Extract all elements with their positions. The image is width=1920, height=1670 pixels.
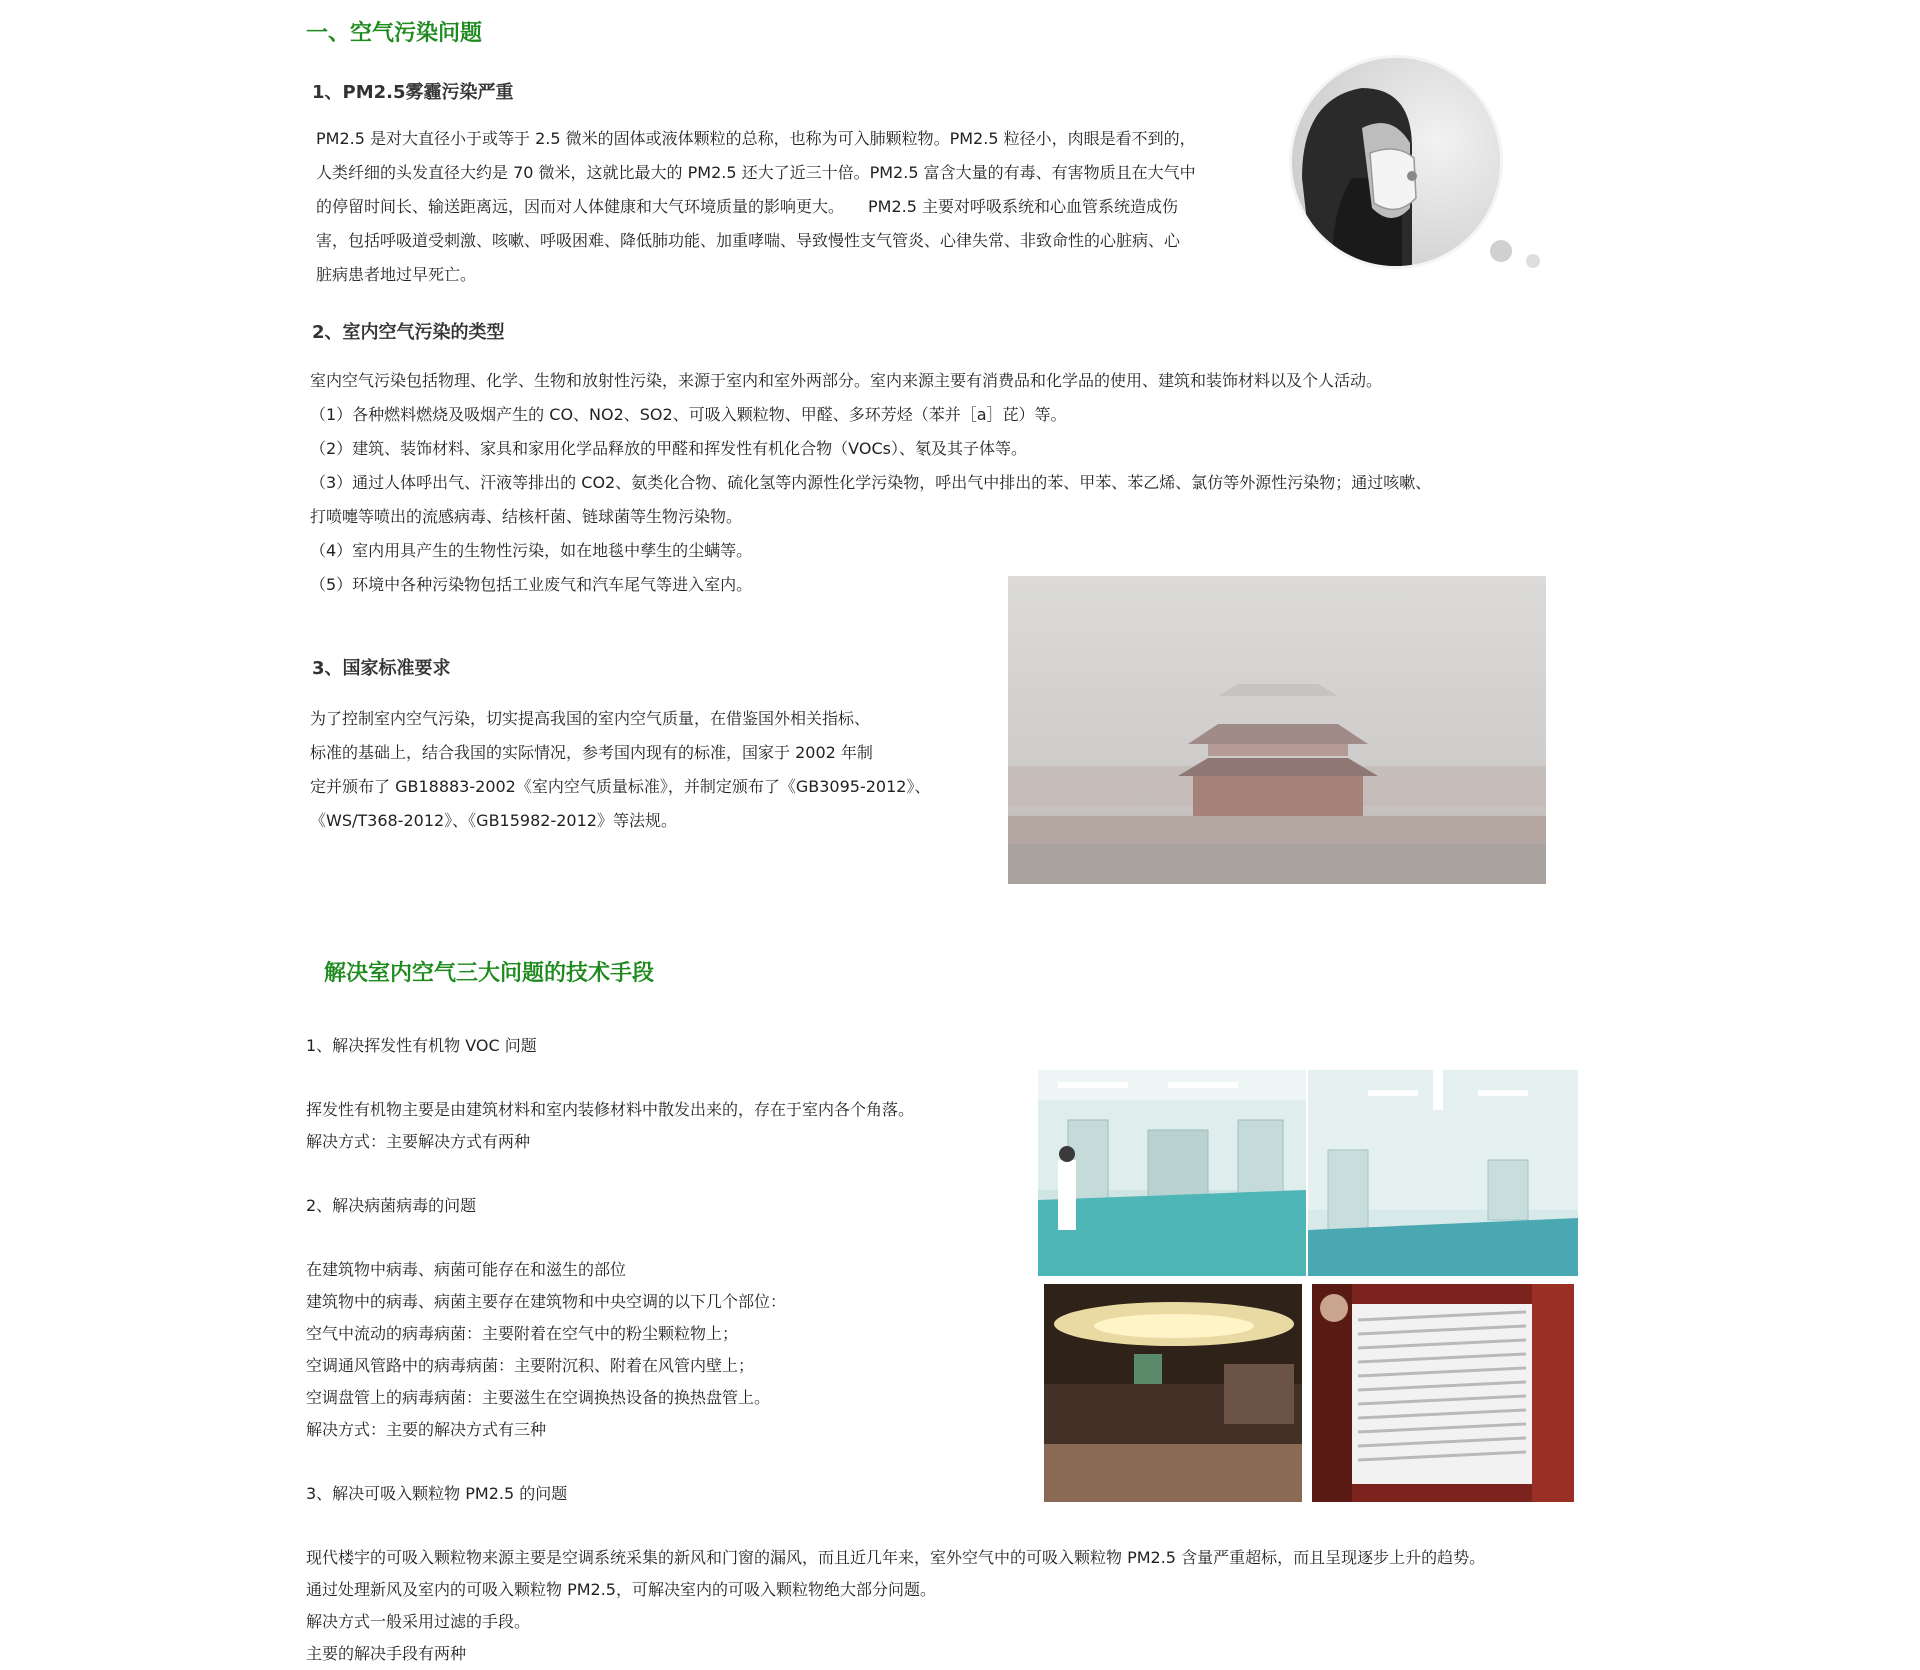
section2-line: 2、解决病菌病毒的问题: [306, 1196, 477, 1215]
pm25-line: 的停留时间长、输送距离远，因而对人体健康和大气环境质量的影响更大。 PM2.5 主要对呼吸系统和心血管系统造成伤: [316, 197, 1178, 216]
section2-line: 3、解决可吸入颗粒物 PM2.5 的问题: [306, 1484, 568, 1503]
cleanroom-photo-1: [1038, 1070, 1306, 1276]
cleanroom-photo-2: [1308, 1070, 1578, 1276]
haze-palace-photo: [1008, 576, 1546, 884]
standard-heading: 3、国家标准要求: [312, 658, 451, 679]
section2-line: 通过处理新风及室内的可吸入颗粒物 PM2.5，可解决室内的可吸入颗粒物绝大部分问题。: [306, 1580, 936, 1599]
standard-line: 为了控制室内空气污染，切实提高我国的室内空气质量，在借鉴国外相关指标、: [310, 709, 871, 728]
section2-line: [306, 1510, 1686, 1542]
mask-person-photo: [1292, 58, 1500, 266]
section2-title: 解决室内空气三大问题的技术手段: [324, 961, 655, 986]
indoor-heading: 2、室内空气污染的类型: [312, 322, 505, 343]
indoor-line: （4）室内用具产生的生物性污染，如在地毯中孳生的尘螨等。: [310, 541, 753, 560]
standard-paragraph: [310, 702, 990, 838]
indoor-line: （5）环境中各种污染物包括工业废气和汽车尾气等进入室内。: [310, 575, 753, 594]
indoor-paragraph: [310, 364, 1640, 602]
section2-line: 建筑物中的病毒、病菌主要存在建筑物和中央空调的以下几个部位：: [306, 1292, 787, 1311]
indoor-line: （2）建筑、装饰材料、家具和家用化学品释放的甲醛和挥发性有机化合物（VOCs）、氡及其子体等。: [310, 439, 1027, 458]
pm25-line: 脏病患者地过早死亡。: [316, 265, 477, 284]
section2-line: 空调盘管上的病毒病菌：主要滋生在空调换热设备的换热盘管上。: [306, 1388, 771, 1407]
section2-line: 解决方式一般采用过滤的手段。: [306, 1612, 531, 1631]
section2-line: 解决方式：主要的解决方式有三种: [306, 1420, 547, 1439]
hall-photo: [1044, 1284, 1302, 1502]
cleanroom-illustration-2: [1308, 1070, 1578, 1276]
cleanroom-illustration-1: [1038, 1070, 1306, 1276]
section2-line: 空调通风管路中的病毒病菌：主要附沉积、附着在风管内壁上；: [306, 1356, 755, 1375]
pm25-line: 人类纤细的头发直径大约是 70 微米，这就比最大的 PM2.5 还大了近三十倍。PM2.5 富含大量的有毒、有害物质且在大气中: [316, 163, 1196, 182]
pm25-line: PM2.5 是对大直径小于或等于 2.5 微米的固体或液体颗粒的总称，也称为可入肺颗粒物。PM2.5 粒径小，肉眼是看不到的，: [316, 129, 1196, 148]
indoor-line: （1）各种燃料燃烧及吸烟产生的 CO、NO2、SO2、可吸入颗粒物、甲醛、多环芳烃（苯并［a］芘）等。: [310, 405, 1067, 424]
standard-line: 标准的基础上，结合我国的实际情况，参考国内现有的标准，国家于 2002 年制: [310, 743, 873, 762]
section1-title: 一、空气污染问题: [306, 21, 483, 46]
section2-line: 1、解决挥发性有机物 VOC 问题: [306, 1036, 537, 1055]
indoor-line: 打喷嚏等喷出的流感病毒、结核杆菌、链球菌等生物污染物。: [310, 507, 743, 526]
section2-line: 现代楼宇的可吸入颗粒物来源主要是空调系统采集的新风和门窗的漏风，而且近几年来，室外空气中的可吸入颗粒物 PM2.5 含量严重超标，而且呈现逐步上升的趋势。: [306, 1548, 1486, 1567]
mask-person-illustration: [1292, 58, 1500, 266]
section2-line: 挥发性有机物主要是由建筑材料和室内装修材料中散发出来的，存在于室内各个角落。: [306, 1100, 915, 1119]
standard-line: 定并颁布了 GB18883-2002《室内空气质量标准》，并制定颁布了《GB3095-2012》、: [310, 777, 931, 796]
haze-palace-illustration: [1008, 576, 1546, 884]
section2-line: 主要的解决手段有两种: [306, 1644, 467, 1663]
indoor-line: （3）通过人体呼出气、汗液等排出的 CO2、氨类化合物、硫化氢等内源性化学污染物，呼出气中排出的苯、甲苯、苯乙烯、氯仿等外源性污染物；通过咳嗽、: [310, 473, 1432, 492]
pm25-line: 害，包括呼吸道受刺激、咳嗽、呼吸困难、降低肺功能、加重哮喘、导致慢性支气管炎、心律失常、非致命性的心脏病、心: [316, 231, 1181, 250]
standard-line: 《WS/T368-2012》、《GB15982-2012》等法规。: [310, 811, 677, 830]
indoor-line: 室内空气污染包括物理、化学、生物和放射性污染，来源于室内和室外两部分。室内来源主要有消费品和化学品的使用、建筑和装饰材料以及个人活动。: [310, 371, 1383, 390]
decor-dot-small: [1526, 254, 1540, 268]
pm25-heading: 1、PM2.5雾霾污染严重: [312, 82, 514, 103]
section2-line: 解决方式：主要解决方式有两种: [306, 1132, 531, 1151]
air-vent-photo: [1312, 1284, 1574, 1502]
air-vent-illustration: [1312, 1284, 1574, 1502]
pm25-paragraph: [316, 122, 1306, 292]
hall-illustration: [1044, 1284, 1302, 1502]
section2-line: 在建筑物中病毒、病菌可能存在和滋生的部位: [306, 1260, 627, 1279]
decor-dot-large: [1490, 240, 1512, 262]
section2-line: 空气中流动的病毒病菌：主要附着在空气中的粉尘颗粒物上；: [306, 1324, 739, 1343]
